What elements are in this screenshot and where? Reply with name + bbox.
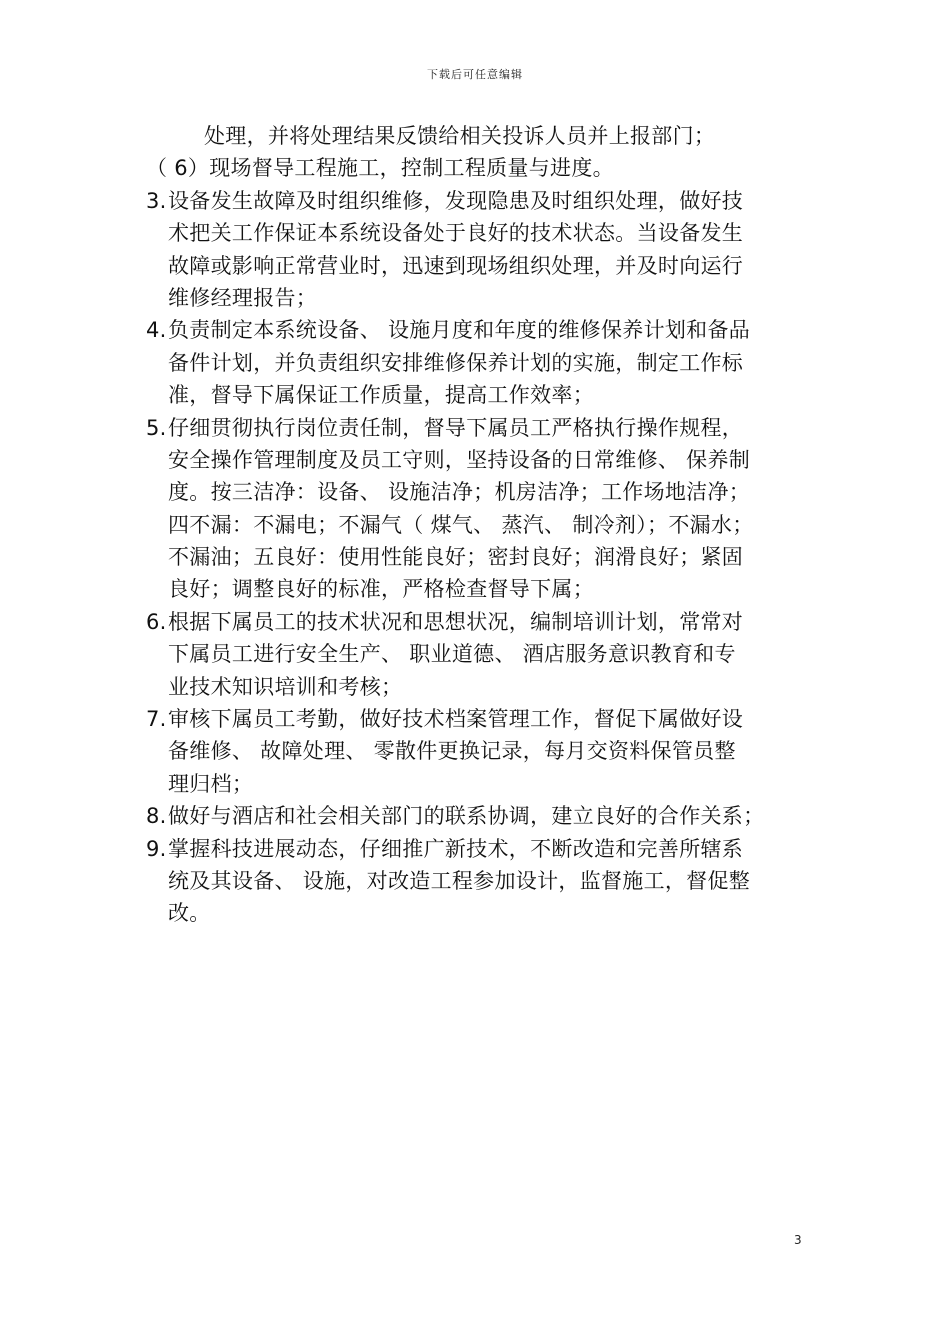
list-item-8 bbox=[146, 800, 808, 832]
item-text: 下属员工进行安全生产、 职业道德、 酒店服务意识教育和专 bbox=[168, 642, 736, 667]
item-text: 度。按三洁净：设备、 设施洁净；机房洁净；工作场地洁净； bbox=[168, 480, 751, 505]
item-text: 改。 bbox=[168, 901, 211, 926]
list-item-5 bbox=[146, 412, 808, 606]
item-text: 四不漏：不漏电；不漏气（ 煤气、 蒸汽、 制冷剂）；不漏水； bbox=[168, 512, 754, 537]
item-text: 备件计划，并负责组织安排维修保养计划的实施，制定工作标 bbox=[168, 350, 744, 375]
item-text: 审核下属员工考勤，做好技术档案管理工作，督促下属做好设 bbox=[168, 707, 744, 732]
item-text: 安全操作管理制度及员工守则，坚持设备的日常维修、 保养制 bbox=[168, 447, 751, 472]
item-text: 故障或影响正常营业时，迅速到现场组织处理，并及时向运行 bbox=[168, 253, 744, 278]
item-number: 3. bbox=[146, 188, 167, 213]
item-text: 负责制定本系统设备、 设施月度和年度的维修保养计划和备品 bbox=[168, 318, 751, 343]
item-text: 仔细贯彻执行岗位责任制，督导下属员工严格执行操作规程， bbox=[168, 415, 744, 440]
list-item-4 bbox=[146, 314, 808, 411]
item-number: 5. bbox=[146, 415, 167, 440]
item-number: 8. bbox=[146, 804, 167, 829]
document-body bbox=[146, 120, 808, 930]
item-text: 统及其设备、 设施，对改造工程参加设计，监督施工，督促整 bbox=[168, 868, 751, 893]
item-text: 维修经理报告； bbox=[168, 285, 318, 310]
item-number: 9. bbox=[146, 836, 167, 861]
list-item-3 bbox=[146, 185, 808, 315]
continuation-line: 处理，并将处理结果反馈给相关投诉人员并上报部门； bbox=[204, 124, 716, 148]
list-item-9 bbox=[146, 833, 808, 930]
item-number: 7. bbox=[146, 707, 167, 732]
list-item-7 bbox=[146, 703, 808, 800]
item-text: 设备发生故障及时组织维修，发现隐患及时组织处理，做好技 bbox=[168, 188, 744, 213]
item-text: 掌握科技进展动态，仔细推广新技术，不断改造和完善所辖系 bbox=[168, 836, 744, 861]
sub-item-6: （ 6）现场督导工程施工，控制工程质量与进度。 bbox=[146, 156, 614, 181]
item-text: 不漏油；五良好：使用性能良好；密封良好；润滑良好；紧固 bbox=[168, 545, 744, 570]
page-header: 下载后可任意编辑 bbox=[427, 68, 523, 81]
item-text: 理归档； bbox=[168, 771, 254, 796]
item-text: 备维修、 故障处理、 零散件更换记录，每月交资料保管员整 bbox=[168, 739, 736, 764]
item-text: 术把关工作保证本系统设备处于良好的技术状态。当设备发生 bbox=[168, 221, 744, 246]
item-number: 6. bbox=[146, 609, 167, 634]
item-text: 做好与酒店和社会相关部门的联系协调，建立良好的合作关系； bbox=[168, 804, 765, 829]
item-text: 根据下属员工的技术状况和思想状况，编制培训计划，常常对 bbox=[168, 609, 744, 634]
item-text: 准，督导下属保证工作质量，提高工作效率； bbox=[168, 383, 594, 408]
list-item-6 bbox=[146, 606, 808, 703]
item-text: 良好；调整良好的标准，严格检查督导下属； bbox=[168, 577, 594, 602]
item-text: 业技术知识培训和考核； bbox=[168, 674, 403, 699]
item-number: 4. bbox=[146, 318, 167, 343]
page-number: 3 bbox=[794, 1233, 802, 1247]
